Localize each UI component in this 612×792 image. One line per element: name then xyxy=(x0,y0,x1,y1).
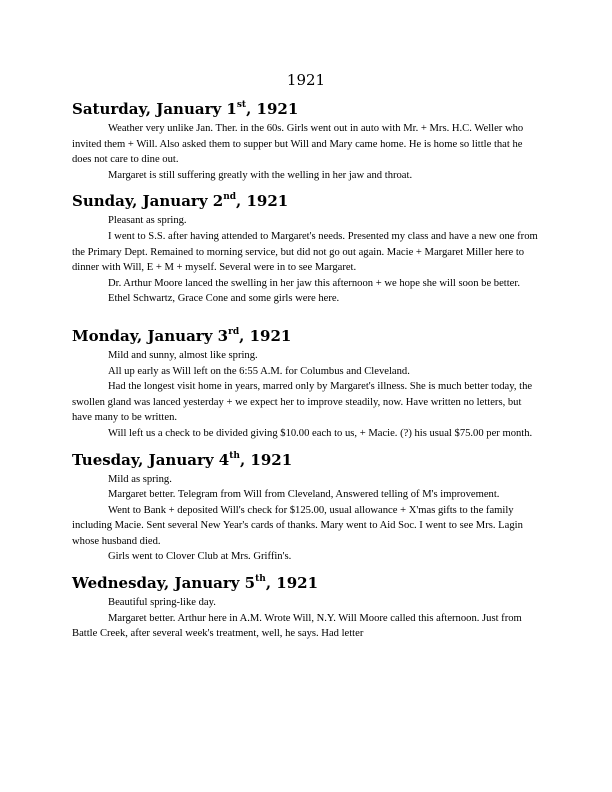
entry-paragraph: Margaret better. Arthur here in A.M. Wrote Will, N.Y. Will Moore called this afternoon. Just from Battle Creek, after several week's treatment, well, he says. Had letter xyxy=(72,612,522,640)
entry-paragraph: Girls went to Clover Club at Mrs. Griffin's. xyxy=(108,551,292,563)
entry-paragraph: Ethel Schwartz, Grace Cone and some girls were here. xyxy=(108,293,340,305)
page-title: 1921 xyxy=(286,71,326,89)
entry-paragraph: Margaret is still suffering greatly with the welling in her jaw and throat. xyxy=(108,169,413,181)
entry-paragraph: Mild and sunny, almost like spring. xyxy=(108,349,258,361)
entry-date-heading: Wednesday, January 5th, 1921 xyxy=(72,574,319,593)
diary-entry xyxy=(72,190,542,307)
entry-paragraph: Dr. Arthur Moore lanced the swelling in her jaw this afternoon + we hope she will soon be better. xyxy=(108,277,520,289)
diary-entry xyxy=(72,98,542,183)
entry-date-heading: Monday, January 3rd, 1921 xyxy=(72,326,292,345)
entry-paragraph: Had the longest visit home in years, marred only by Margaret's illness. She is much better today, the swollen gland was lanced yesterday + we expect her to improve steadily, now. Have written no letters, but have many to be written. xyxy=(72,381,533,424)
entry-paragraph: All up early as Will left on the 6:55 A.M. for Columbus and Cleveland. xyxy=(108,365,410,377)
entry-paragraph: Margaret better. Telegram from Will from Cleveland, Answered telling of M's improvement. xyxy=(108,489,500,501)
entry-paragraph: Went to Bank + deposited Will's check for $125.00, usual allowance + X'mas gifts to the family including Macie. Sent several New Year's cards of thanks. Mary went to Aid Soc. I went to see Mrs. Lagin whose husband died. xyxy=(72,504,523,547)
entry-paragraph: Will left us a check to be divided giving $10.00 each to us, + Macie. (?) his usual $75.00 per month. xyxy=(108,427,533,439)
diary-entry xyxy=(72,325,542,442)
entry-paragraph: Pleasant as spring. xyxy=(108,215,187,227)
entry-paragraph: Mild as spring. xyxy=(108,473,172,485)
entry-paragraph: Beautiful spring-like day. xyxy=(108,597,216,609)
entry-date-heading: Tuesday, January 4th, 1921 xyxy=(72,450,293,469)
diary-entry xyxy=(72,449,542,566)
entry-paragraph: Weather very unlike Jan. Ther. in the 60s. Girls went out in auto with Mr. + Mrs. H.C. Weller who invited them + Will. Also asked them to supper but Will and Mary came home. He is home so little that he does not care to dine out. xyxy=(72,123,524,166)
entry-date-heading: Saturday, January 1st, 1921 xyxy=(72,100,299,118)
diary-entries xyxy=(72,98,542,642)
entry-date-heading: Sunday, January 2nd, 1921 xyxy=(72,192,289,211)
diary-entry xyxy=(72,572,542,642)
entry-paragraph: I went to S.S. after having attended to Margaret's needs. Presented my class and have a new one from the Primary Dept. Remained to morning service, but did not go out again. Macie + Margaret Miller here to dinner with Will, E + M + myself. Several were in to see Margaret. xyxy=(72,230,538,274)
